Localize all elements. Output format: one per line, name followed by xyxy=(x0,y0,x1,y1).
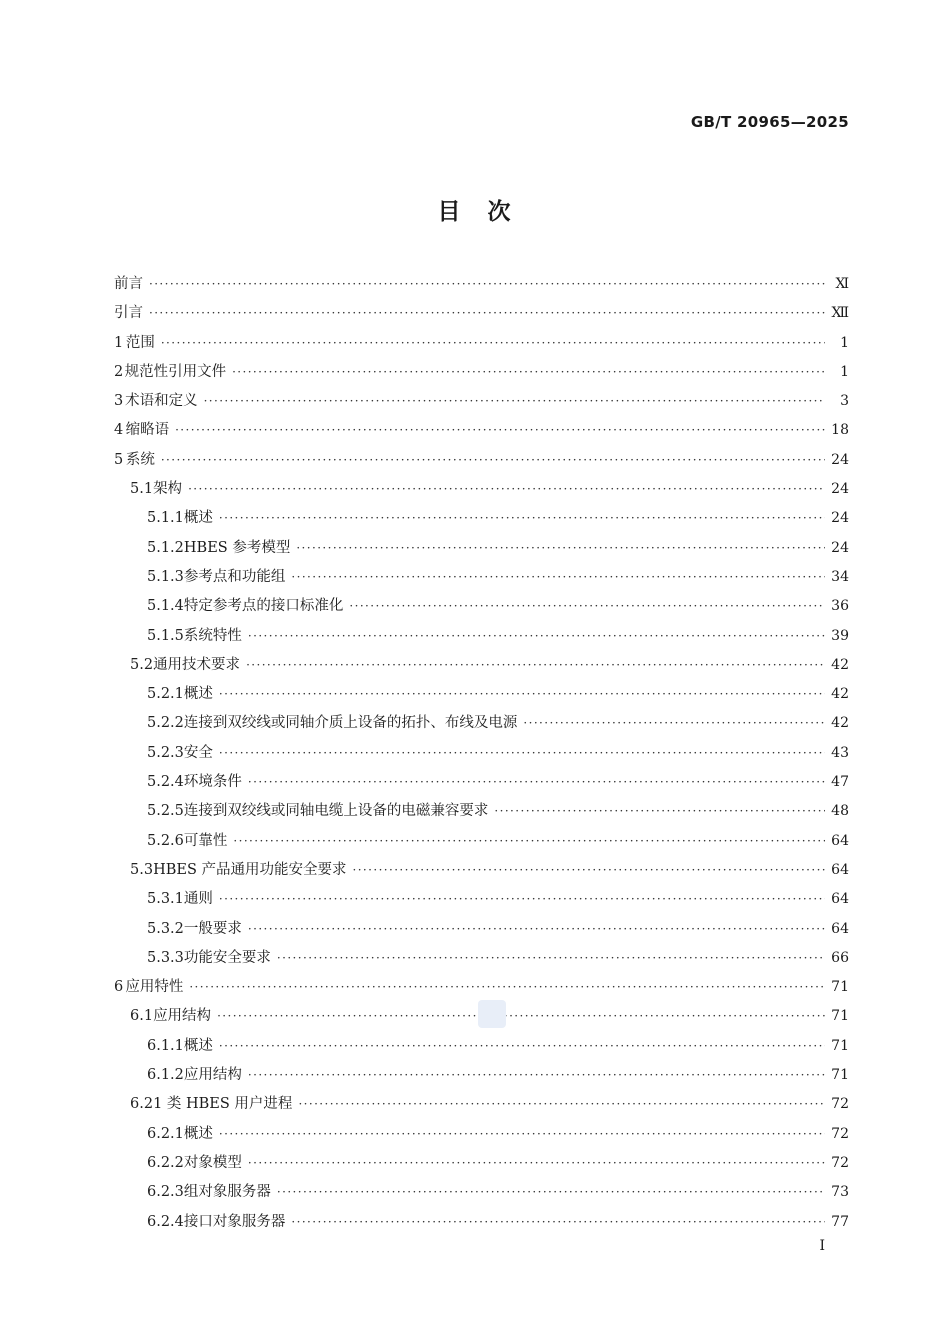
toc-entry-number: 5.1 xyxy=(130,481,154,498)
toc-list xyxy=(114,270,849,1237)
toc-entry-page: 1 xyxy=(840,334,849,351)
toc-entry-page: 71 xyxy=(831,1037,849,1054)
toc-entry-title: 组对象服务器 xyxy=(183,1184,271,1201)
toc-entry-page: 42 xyxy=(831,686,849,703)
toc-entry-page: 42 xyxy=(831,715,849,732)
toc-leader-dots xyxy=(188,475,825,504)
toc-entry[interactable] xyxy=(114,973,849,1002)
toc-entry-page: 24 xyxy=(831,481,849,498)
toc-entry-page: 34 xyxy=(831,568,849,585)
toc-entry-page: 47 xyxy=(831,774,849,791)
toc-entry-page: 64 xyxy=(831,920,849,937)
toc-entry-number: 6.2.1 xyxy=(147,1125,184,1142)
toc-leader-dots xyxy=(246,651,825,680)
toc-entry[interactable] xyxy=(114,1061,849,1090)
toc-entry-page: 64 xyxy=(831,832,849,849)
toc-entry[interactable] xyxy=(114,592,849,621)
toc-entry-number: 5.2.1 xyxy=(147,686,184,703)
toc-entry-number: 2 xyxy=(114,363,124,380)
toc-leader-dots xyxy=(248,1149,825,1178)
toc-entry-title: 范围 xyxy=(125,334,155,351)
toc-leader-dots xyxy=(217,1002,825,1031)
toc-entry-number: 4 xyxy=(114,422,124,439)
toc-leader-dots xyxy=(175,416,825,445)
toc-entry-title: 概述 xyxy=(183,1037,213,1054)
toc-entry[interactable] xyxy=(114,387,849,416)
toc-entry-title: 系统 xyxy=(125,451,155,468)
toc-entry[interactable] xyxy=(114,827,849,856)
toc-entry-number: 5.3.3 xyxy=(147,949,184,966)
toc-entry-page: 71 xyxy=(831,979,849,996)
toc-entry-number: 5.2 xyxy=(130,656,154,673)
toc-entry-page: 64 xyxy=(831,861,849,878)
toc-entry-title: 前言 xyxy=(114,276,143,292)
toc-leader-dots xyxy=(204,387,825,416)
toc-leader-dots xyxy=(353,856,826,885)
toc-entry-page: 18 xyxy=(831,422,849,439)
toc-entry-title: HBES 产品通用功能安全要求 xyxy=(153,861,347,878)
toc-leader-dots xyxy=(149,299,825,328)
toc-entry-page: 24 xyxy=(831,539,849,556)
toc-entry-title: 一般要求 xyxy=(183,920,242,937)
toc-entry-title: 概述 xyxy=(183,510,213,527)
toc-entry-title: 1 类 HBES 用户进程 xyxy=(153,1096,293,1113)
toc-entry-number: 3 xyxy=(114,393,124,410)
toc-entry-page: 66 xyxy=(831,949,849,966)
toc-entry[interactable] xyxy=(114,1090,849,1119)
toc-entry-page: 48 xyxy=(831,803,849,820)
toc-entry[interactable] xyxy=(114,299,849,328)
toc-entry-title: 通用技术要求 xyxy=(153,656,241,673)
toc-entry-title: 术语和定义 xyxy=(125,393,198,410)
toc-entry-title: HBES 参考模型 xyxy=(183,539,291,556)
toc-entry-page: 1 xyxy=(840,363,849,380)
toc-entry-number: 5 xyxy=(114,451,124,468)
toc-entry[interactable] xyxy=(114,534,849,563)
toc-entry-number: 6.2.4 xyxy=(147,1213,184,1230)
toc-entry-number: 5.3 xyxy=(130,861,154,878)
toc-entry-title: 参考点和功能组 xyxy=(183,568,286,585)
toc-entry-title: 引言 xyxy=(114,305,143,322)
toc-entry[interactable] xyxy=(114,1178,849,1207)
toc-entry-page: 77 xyxy=(831,1213,849,1230)
toc-entry-title: 应用特性 xyxy=(125,979,184,996)
toc-entry-title: 对象模型 xyxy=(183,1154,242,1171)
toc-entry-title: 接口对象服务器 xyxy=(183,1213,286,1230)
toc-entry-page: 42 xyxy=(831,656,849,673)
toc-entry-number: 6.2.2 xyxy=(147,1154,184,1171)
toc-leader-dots xyxy=(248,915,825,944)
toc-entry-title: 架构 xyxy=(153,481,183,498)
toc-entry-page: 24 xyxy=(831,451,849,468)
toc-leader-dots xyxy=(291,1208,825,1237)
toc-leader-dots xyxy=(248,1061,825,1090)
toc-entry-number: 5.1.2 xyxy=(147,539,184,556)
toc-entry[interactable] xyxy=(114,680,849,709)
toc-leader-dots xyxy=(248,768,825,797)
toc-entry-number: 5.1.1 xyxy=(147,510,184,527)
toc-leader-dots xyxy=(298,1090,825,1119)
toc-entry[interactable] xyxy=(114,1208,849,1237)
toc-title: 目 次 xyxy=(437,199,513,225)
toc-leader-dots xyxy=(277,1178,825,1207)
toc-entry-number: 5.2.2 xyxy=(147,715,184,732)
toc-leader-dots xyxy=(161,446,825,475)
toc-leader-dots xyxy=(523,709,825,738)
toc-leader-dots xyxy=(296,534,825,563)
toc-entry-page: 39 xyxy=(831,627,849,644)
toc-entry[interactable] xyxy=(114,416,849,445)
toc-entry-number: 1 xyxy=(114,334,124,351)
toc-entry[interactable] xyxy=(114,270,849,299)
toc-leader-dots xyxy=(219,680,825,709)
toc-entry-number: 6 xyxy=(114,979,124,996)
toc-entry-title: 特定参考点的接口标准化 xyxy=(183,598,344,615)
toc-entry[interactable] xyxy=(114,651,849,680)
toc-entry-number: 5.1.5 xyxy=(147,627,184,644)
toc-leader-dots xyxy=(494,797,825,826)
toc-entry[interactable] xyxy=(114,329,849,358)
toc-entry-title: 规范性引用文件 xyxy=(124,363,227,380)
toc-entry[interactable] xyxy=(114,856,849,885)
toc-entry-title: 概述 xyxy=(183,1125,213,1142)
toc-entry[interactable] xyxy=(114,768,849,797)
toc-leader-dots xyxy=(161,329,825,358)
toc-entry-title: 环境条件 xyxy=(183,774,242,791)
toc-entry-page: Ⅺ xyxy=(835,276,849,292)
toc-entry-title: 概述 xyxy=(183,686,213,703)
toc-leader-dots xyxy=(349,592,825,621)
toc-entry-page: 73 xyxy=(831,1184,849,1201)
toc-entry-number: 6.1 xyxy=(130,1008,154,1025)
page-number: I xyxy=(819,1238,825,1254)
toc-entry[interactable] xyxy=(114,709,849,738)
toc-entry-title: 连接到双绞线或同轴电缆上设备的电磁兼容要求 xyxy=(183,803,489,820)
toc-entry-title: 连接到双绞线或同轴介质上设备的拓扑、布线及电源 xyxy=(183,715,518,732)
toc-entry-title: 应用结构 xyxy=(153,1008,212,1025)
toc-entry[interactable] xyxy=(114,915,849,944)
toc-entry-title: 系统特性 xyxy=(183,627,242,644)
toc-entry-number: 5.2.4 xyxy=(147,774,184,791)
toc-entry[interactable] xyxy=(114,446,849,475)
toc-entry-title: 缩略语 xyxy=(125,422,170,439)
toc-entry-number: 5.1.4 xyxy=(147,598,184,615)
toc-entry[interactable] xyxy=(114,944,849,973)
toc-entry-page: 72 xyxy=(831,1125,849,1142)
toc-entry-page: 3 xyxy=(840,393,849,410)
watermark-logo xyxy=(478,1000,506,1028)
toc-entry-number: 5.2.5 xyxy=(147,803,184,820)
toc-entry-number: 5.2.6 xyxy=(147,832,184,849)
toc-entry-number: 6.1.2 xyxy=(147,1067,184,1084)
toc-entry-number: 6.2 xyxy=(130,1096,154,1113)
toc-entry[interactable] xyxy=(114,1032,849,1061)
toc-entry-page: 43 xyxy=(831,744,849,761)
toc-entry[interactable] xyxy=(114,622,849,651)
toc-leader-dots xyxy=(219,885,825,914)
toc-entry-page: 64 xyxy=(831,891,849,908)
toc-leader-dots xyxy=(189,973,825,1002)
toc-entry-page: 24 xyxy=(831,510,849,527)
toc-entry-number: 6.2.3 xyxy=(147,1184,184,1201)
toc-entry[interactable] xyxy=(114,885,849,914)
toc-entry[interactable] xyxy=(114,358,849,387)
toc-entry-number: 5.2.3 xyxy=(147,744,184,761)
toc-leader-dots xyxy=(232,358,825,387)
toc-entry-number: 6.1.1 xyxy=(147,1037,184,1054)
toc-entry-page: 71 xyxy=(831,1067,849,1084)
toc-leader-dots xyxy=(219,1120,825,1149)
toc-entry-page: 72 xyxy=(831,1096,849,1113)
toc-entry-title: 功能安全要求 xyxy=(183,949,271,966)
toc-entry-title: 应用结构 xyxy=(183,1067,242,1084)
toc-entry-title: 安全 xyxy=(183,744,213,761)
toc-entry[interactable] xyxy=(114,1149,849,1178)
toc-entry-page: 36 xyxy=(831,598,849,615)
toc-leader-dots xyxy=(149,270,825,299)
toc-entry-title: 通则 xyxy=(183,891,213,908)
toc-leader-dots xyxy=(219,1032,825,1061)
toc-leader-dots xyxy=(291,563,825,592)
toc-entry-number: 5.3.2 xyxy=(147,920,184,937)
toc-leader-dots xyxy=(248,622,825,651)
toc-entry[interactable] xyxy=(114,739,849,768)
toc-entry[interactable] xyxy=(114,563,849,592)
toc-entry-title: 可靠性 xyxy=(183,832,228,849)
toc-entry[interactable] xyxy=(114,504,849,533)
toc-leader-dots xyxy=(219,504,825,533)
standard-code: GB/T 20965—2025 xyxy=(690,113,849,131)
toc-entry-page: 71 xyxy=(831,1008,849,1025)
toc-entry-number: 5.1.3 xyxy=(147,568,184,585)
toc-leader-dots xyxy=(219,739,825,768)
toc-entry[interactable] xyxy=(114,475,849,504)
toc-leader-dots xyxy=(277,944,825,973)
toc-entry-page: Ⅻ xyxy=(831,305,849,322)
toc-entry-number: 5.3.1 xyxy=(147,891,184,908)
toc-entry[interactable] xyxy=(114,797,849,826)
toc-entry[interactable] xyxy=(114,1120,849,1149)
toc-entry-page: 72 xyxy=(831,1154,849,1171)
toc-leader-dots xyxy=(233,827,825,856)
